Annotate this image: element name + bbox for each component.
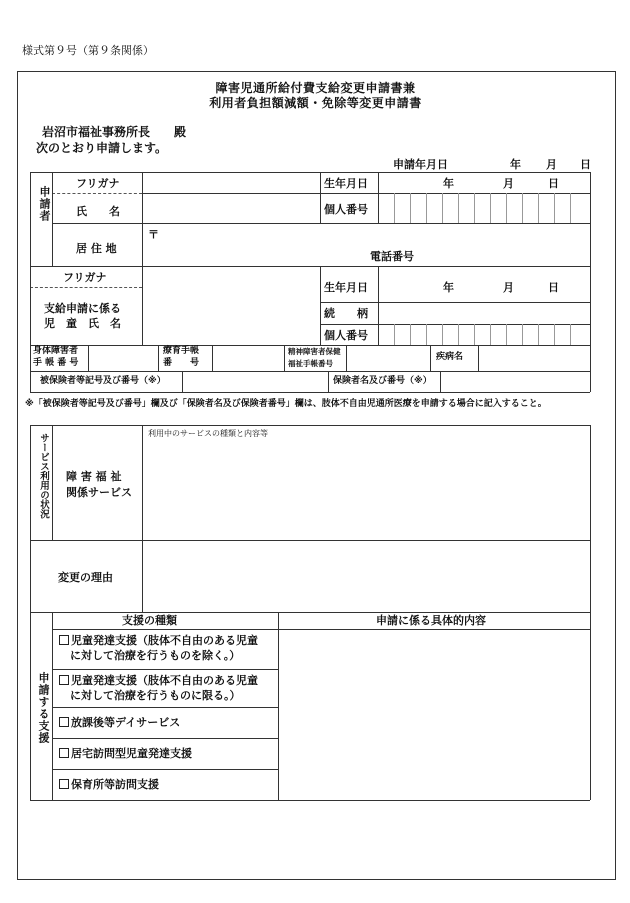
support-option-2-line2: に対して治療を行うものに限る。） bbox=[70, 689, 241, 702]
child-furigana-label: フリガナ bbox=[63, 271, 107, 284]
checkbox-icon[interactable] bbox=[59, 635, 69, 645]
checkbox-icon[interactable] bbox=[59, 675, 69, 685]
support-option-4-label: 居宅訪問型児童発達支援 bbox=[71, 747, 192, 760]
addressee: 岩沼市福祉事務所長 殿 bbox=[42, 125, 187, 139]
child-personal-number-label: 個人番号 bbox=[324, 329, 368, 342]
applicant-furigana-label: フリガナ bbox=[76, 177, 120, 190]
intro-text: 次のとおり申請します。 bbox=[36, 141, 168, 155]
insurance-note: ※「被保険者等記号及び番号」欄及び「保険者名及び保険者番号」欄は、肢体不自由児通所医療を申請する場合に記入すること。 bbox=[25, 399, 547, 409]
applicant-birth-month: 月 bbox=[503, 177, 514, 190]
application-date-month: 月 bbox=[546, 158, 557, 171]
support-option-5-label: 保育所等訪問支援 bbox=[71, 778, 159, 791]
mental-handbook-label-1: 精神障害者保健 bbox=[288, 347, 341, 356]
applicant-birthdate-label: 生年月日 bbox=[324, 177, 368, 190]
postal-mark: 〒 bbox=[148, 228, 159, 241]
applicant-section-label: 申請者 bbox=[38, 186, 51, 222]
child-birthdate-label: 生年月日 bbox=[324, 281, 368, 294]
support-type-header: 支援の種類 bbox=[122, 614, 177, 627]
application-date-year: 年 bbox=[510, 158, 521, 171]
form-title-line2: 利用者負担額減額・免除等変更申請書 bbox=[209, 96, 422, 110]
support-option-5[interactable] bbox=[59, 777, 159, 792]
form-number: 様式第９号（第９条関係） bbox=[22, 44, 154, 57]
support-option-3-label: 放課後等デイサービス bbox=[71, 716, 181, 729]
physical-handbook-label-1: 身体障害者 bbox=[33, 346, 79, 356]
service-label-line2: 関係サービス bbox=[66, 486, 132, 499]
applicant-name-label: 氏 名 bbox=[76, 205, 120, 218]
service-detail-caption: 利用中のサービスの種類と内容等 bbox=[148, 429, 268, 438]
application-date-label: 申請年月日 bbox=[393, 158, 448, 171]
service-label-line1: 障 害 福 祉 bbox=[66, 470, 122, 483]
insured-number-label: 被保険者等記号及び番号（※） bbox=[40, 376, 166, 386]
support-option-2-line1: 児童発達支援（肢体不自由のある児童 bbox=[71, 674, 258, 687]
application-date-day: 日 bbox=[580, 158, 591, 171]
rehab-handbook-label-1: 療育手帳 bbox=[163, 346, 200, 356]
applicant-birth-day: 日 bbox=[548, 177, 559, 190]
applicant-phone-label: 電話番号 bbox=[370, 250, 414, 263]
disease-name-label: 疾病名 bbox=[436, 352, 464, 362]
checkbox-icon[interactable] bbox=[59, 717, 69, 727]
child-birth-year: 年 bbox=[443, 281, 454, 294]
support-section-label: 申請する支援 bbox=[37, 672, 50, 744]
applicant-birth-year: 年 bbox=[443, 177, 454, 190]
child-name-label-line1: 支給申請に係る bbox=[44, 302, 121, 315]
child-birth-day: 日 bbox=[548, 281, 559, 294]
applicant-personal-number-label: 個人番号 bbox=[324, 203, 368, 216]
form-title-line1: 障害児通所給付費支給変更申請書兼 bbox=[215, 81, 416, 95]
insurer-name-label: 保険者名及び番号（※） bbox=[333, 376, 432, 386]
support-option-3[interactable] bbox=[59, 715, 180, 730]
applicant-address-label: 居 住 地 bbox=[76, 242, 117, 255]
rehab-handbook-label-2: 番 号 bbox=[163, 358, 200, 368]
support-option-2[interactable] bbox=[59, 673, 258, 703]
support-detail-header: 申請に係る具体的内容 bbox=[376, 614, 486, 627]
child-birth-month: 月 bbox=[503, 281, 514, 294]
checkbox-icon[interactable] bbox=[59, 748, 69, 758]
service-status-section-label: サービス利用の状況 bbox=[38, 433, 49, 519]
physical-handbook-label-2: 手 帳 番 号 bbox=[33, 358, 79, 368]
mental-handbook-label-2: 福祉手帳番号 bbox=[288, 359, 333, 368]
child-name-label-line2: 児 童 氏 名 bbox=[44, 317, 121, 330]
support-option-1-line2: に対して治療を行うものを除く。） bbox=[70, 649, 241, 662]
checkbox-icon[interactable] bbox=[59, 779, 69, 789]
support-option-1-line1: 児童発達支援（肢体不自由のある児童 bbox=[71, 634, 258, 647]
support-option-4[interactable] bbox=[59, 746, 192, 761]
change-reason-label: 変更の理由 bbox=[58, 571, 113, 584]
child-relationship-label: 続 柄 bbox=[324, 307, 368, 320]
support-option-1[interactable] bbox=[59, 633, 258, 663]
